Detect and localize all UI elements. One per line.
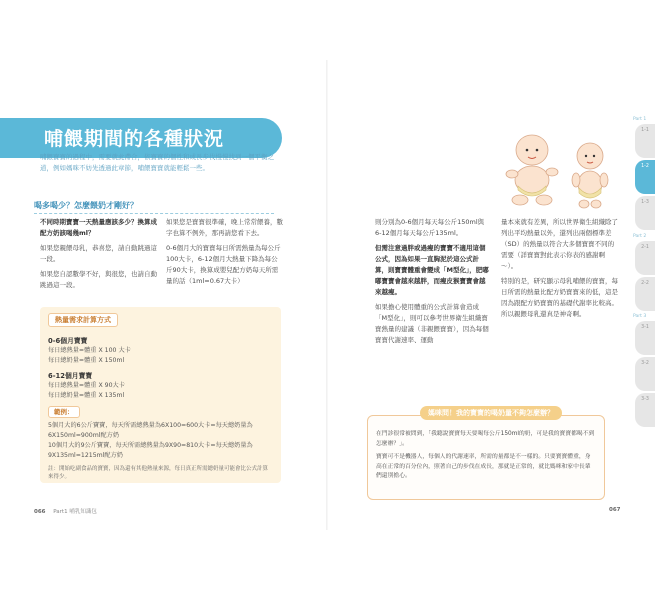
calc-note: 註：開始吃副食品的寶寶，因為還有其他熱量來源，每日真正所需總奶量可能會比公式計算來得少。 (48, 466, 269, 480)
side-tab[interactable]: 2-2 (635, 277, 655, 311)
qa-paragraph: 寶寶可不是機器人，每個人的代謝速率，所需的量都是不一樣的。只要寶寶體重，身高在正常的百分位內，照著自己的步伐在成長，那就是正常的，就比媽咪和家中長輩們還別擔心。 (376, 454, 591, 479)
paragraph: 如果您是寶寶很準確，晚上常常餵養，數字也算不例外，那再請您看下去。 (166, 218, 283, 237)
paragraph-emphasis: 但需注意過胖或過瘦的寶寶不適用這個公式，因為如果一直胸泥於這公式計算，則寶寶體重會變成「M型化」，肥嘟嘟寶寶會越來越胖，而瘦皮猴寶寶會越來越瘦。 (375, 244, 489, 296)
paragraph: 如果您親餵母乳，恭喜您，請自動跳過這一段。 (40, 244, 157, 263)
section-subheading: 喝多喝少？怎麼餵奶才剛好？ (34, 200, 274, 214)
part-label: Part 3 (633, 314, 647, 319)
question-text: 不同時期寶寶一天熱量應該多少？換算成配方奶該喝幾ml？ (40, 218, 157, 237)
running-footer: Part1 哺乳知識包 (53, 509, 97, 515)
babies-illustration (502, 128, 620, 210)
qa-paragraph: 在門診很常被問到，「我聽說寶寶每天要喝每公斤150ml的奶，可是我的寶寶都喝不到怎麼辦？」。 (376, 431, 595, 447)
baby-right-icon (572, 143, 608, 208)
calc-formula: 每日總奶量=體重 X 135ml (48, 392, 125, 399)
baby-left-icon (506, 135, 558, 205)
page-gutter (326, 60, 328, 530)
side-tab[interactable]: 1-1 (635, 124, 655, 158)
calc-example-label: 範例： (48, 406, 80, 418)
side-tab[interactable]: 2-1 (635, 241, 655, 275)
side-tab[interactable]: 3-1 (635, 321, 655, 355)
paragraph: 則分別為0-6個月每天每公斤150ml與6-12個月每天每公斤135ml。 (375, 218, 485, 237)
calc-example-text: 5個月大的6公斤寶寶，每天所需總熱量為6X100=600大卡=每天總奶量為6X150ml=900ml配方奶 (48, 422, 253, 439)
qa-title-badge: 媽咪問！我的寶寶的喝奶量不夠怎麼辦？ (420, 406, 562, 420)
paragraph: 0-6個月大的寶寶每日所需熱量為每公斤100大卡，6-12個月大熱量下降為每公斤90大卡，換算成嬰兒配方奶每天所需量的話（1ml=0.67大卡） (166, 244, 281, 285)
page-number-right: 067 (609, 507, 621, 513)
paragraph: 量本來就有差異，所以世界衛生組織除了列出平均熱量以外，還列出兩個標準差（SD）的熱量以符合大多個寶寶不同的需要（詳寶寶對此表示你表的感謝啊～）。 (501, 218, 618, 270)
paragraph: 如果您自認數學不好，與很您，也請自動跳過這一段。 (40, 270, 157, 289)
intro-paragraph: 哺餵寶寶的過程中，需要就此滯合，依寶寶的個性和成長步伐慢慢找到一個平衡之道，例如媽咪不妨先透過此章節，哺餵寶寶就能輕鬆一些。 (40, 153, 274, 172)
paragraph: 如果擔心使用體重的公式計算會造成「M型化」，則可以參考世界衛生組織寶寶熱量的建議（非親餵寶寶），因為每個寶寶代謝速率、運動 (375, 303, 489, 344)
calc-section-heading: 0-6個月寶寶 (48, 337, 88, 345)
side-tab[interactable]: 3-2 (635, 357, 655, 391)
paragraph: 特別的是，研究顯示母乳哺餵的寶寶，每日所需的熱量比配方奶寶寶來的低，這是因為跟配方奶寶寶的基礎代謝率比較高。所以親餵母乳還真是神奇啊。 (501, 277, 618, 318)
calc-formula: 每日總熱量=體重 X 90大卡 (48, 382, 125, 389)
calculation-box (40, 307, 281, 483)
text-column-3 (375, 217, 490, 350)
text-column-4 (501, 217, 619, 324)
side-tab-active[interactable]: 1-2 (635, 160, 655, 194)
side-tab[interactable]: 1-3 (635, 196, 655, 230)
page-title: 哺餵期間的各種狀況 (44, 128, 225, 150)
calc-formula: 每日總奶量=體重 X 150ml (48, 357, 125, 364)
text-column-2 (166, 217, 284, 291)
text-column-1 (40, 217, 162, 295)
part-label: Part 2 (633, 234, 647, 239)
side-tab[interactable]: 3-3 (635, 393, 655, 427)
calc-example-text: 10個月大的9公斤寶寶，每天所需總熱量為9X90=810大卡=每天總奶量為9X135ml=1215ml配方奶 (48, 442, 253, 459)
left-page (0, 0, 327, 609)
calc-formula: 每日總熱量=體重 X 100 大卡 (48, 347, 131, 354)
page-number-left: 066 (34, 509, 46, 515)
calc-section-heading: 6-12個月寶寶 (48, 372, 93, 380)
qa-box (367, 415, 605, 500)
calc-box-title: 熱量需求計算方式 (48, 313, 118, 327)
left-footer (34, 507, 97, 515)
part-label: Part 1 (633, 117, 647, 122)
